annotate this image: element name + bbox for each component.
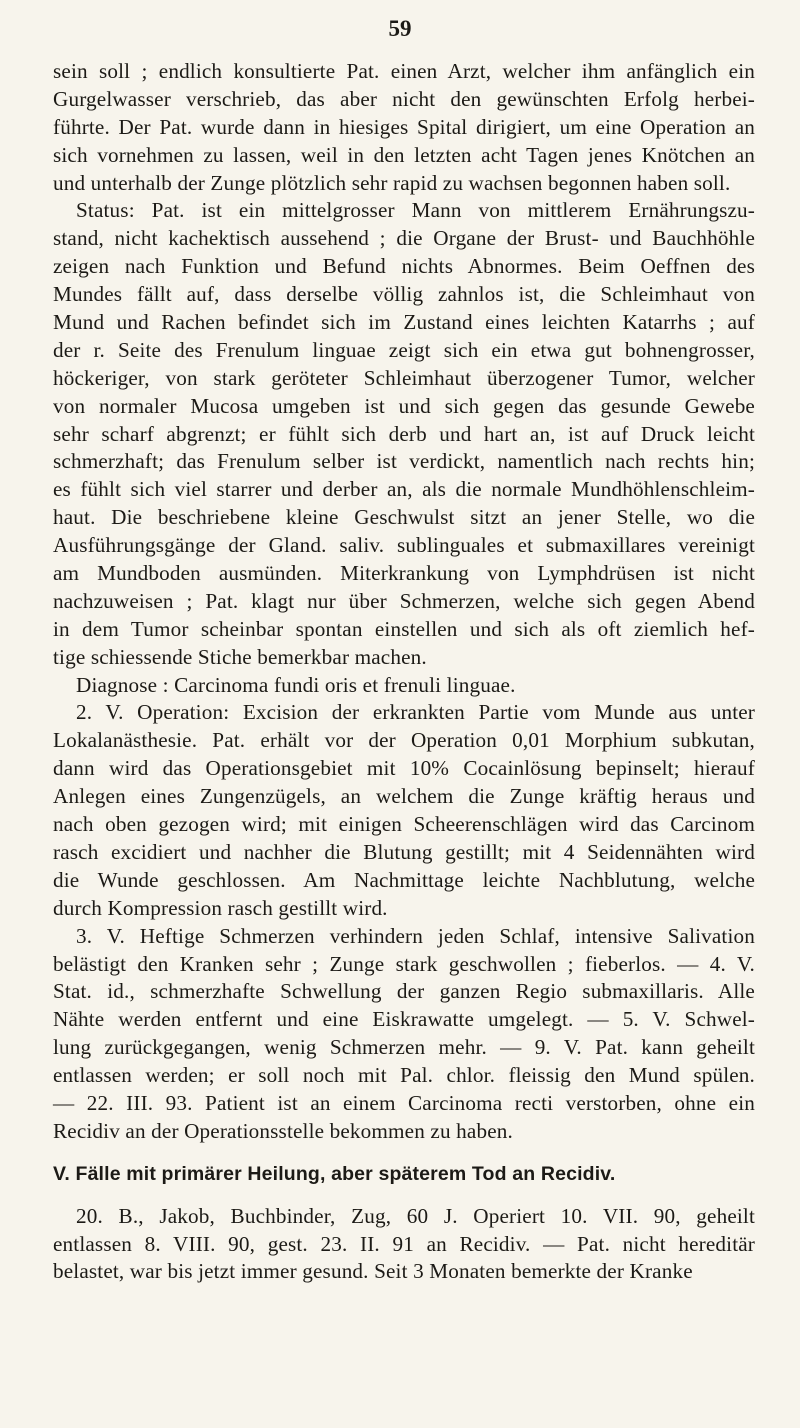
- paragraph-p4: [53, 699, 755, 922]
- page-number: 59: [388, 16, 412, 41]
- text-line: 20. B., Jakob, Buchbinder, Zug, 60 J. Operiert 10. VII. 90, geheilt: [76, 1203, 755, 1228]
- text-line: Diagnose : Carcinoma fundi oris et frenuli linguae.: [76, 672, 516, 697]
- text-line: es fühlt sich viel starrer und derber an, als die normale Mundhöhlenschleim-: [53, 477, 755, 502]
- text-line: durch Kompression rasch gestillt wird.: [53, 895, 388, 920]
- text-line: Status: Pat. ist ein mittelgrosser Mann von mittlerem Ernährungszu-: [76, 198, 755, 223]
- body-text: [53, 58, 755, 1286]
- text-line: — 22. III. 93. Patient ist an einem Carcinoma recti verstorben, ohne ein: [53, 1090, 755, 1115]
- text-line: Stat. id., schmerzhafte Schwellung der ganzen Regio submaxillaris. Alle: [53, 979, 755, 1004]
- paragraph-p2: [53, 197, 755, 671]
- text-line: tige schiessende Stiche bemerkbar machen.: [53, 644, 427, 669]
- text-line: Anlegen eines Zungenzügels, an welchem die Zunge kräftig heraus und: [53, 784, 755, 809]
- text-line: zeigen nach Funktion und Befund nichts Abnormes. Beim Oeffnen des: [53, 254, 755, 279]
- text-line: Ausführungsgänge der Gland. saliv. sublinguales et submaxillares vereinigt: [53, 533, 755, 558]
- text-line: dann wird das Operationsgebiet mit 10% Cocainlösung bepinselt; hierauf: [53, 756, 755, 781]
- text-line: höckeriger, von stark geröteter Schleimhaut überzogener Tumor, welcher: [53, 365, 755, 390]
- text-line: sich vornehmen zu lassen, weil in den letzten acht Tagen jenes Knötchen an: [53, 142, 755, 167]
- paragraph-p5: [53, 923, 755, 1146]
- text-line: sehr scharf abgrenzt; er fühlt sich derb und hart an, ist auf Druck leicht: [53, 421, 755, 446]
- text-line: Nähte werden entfernt und eine Eiskrawatte umgelegt. — 5. V. Schwel-: [53, 1007, 755, 1032]
- text-line: belastet, war bis jetzt immer gesund. Seit 3 Monaten bemerkte der Kranke: [53, 1259, 693, 1284]
- text-line: von normaler Mucosa umgeben ist und sich gegen das gesunde Gewebe: [53, 393, 755, 418]
- text-line: haut. Die beschriebene kleine Geschwulst sitzt an jener Stelle, wo die: [53, 505, 755, 530]
- text-line: belästigt den Kranken sehr ; Zunge stark geschwollen ; fieberlos. — 4. V.: [53, 951, 755, 976]
- text-line: 2. V. Operation: Excision der erkrankten Partie vom Munde aus unter: [76, 700, 755, 725]
- text-line: Gurgelwasser verschrieb, das aber nicht den gewünschten Erfolg herbei-: [53, 86, 755, 111]
- text-line: entlassen 8. VIII. 90, gest. 23. II. 91 an Recidiv. — Pat. nicht hereditär: [53, 1231, 755, 1256]
- section-heading: V. Fälle mit primärer Heilung, aber späterem Tod an Recidiv.: [53, 1162, 616, 1185]
- text-line: schmerzhaft; das Frenulum selber ist verdickt, namentlich nach rechts hin;: [53, 449, 755, 474]
- text-line: die Wunde geschlossen. Am Nachmittage leichte Nachblutung, welche: [53, 867, 755, 892]
- text-line: am Mundboden ausmünden. Miterkrankung von Lymphdrüsen ist nicht: [53, 561, 755, 586]
- text-line: führte. Der Pat. wurde dann in hiesiges Spital dirigiert, um eine Operation an: [53, 114, 755, 139]
- text-line: Recidiv an der Operationsstelle bekommen zu haben.: [53, 1118, 513, 1143]
- text-line: entlassen werden; er soll noch mit Pal. chlor. fleissig den Mund spülen.: [53, 1063, 755, 1088]
- text-line: rasch excidiert und nachher die Blutung gestillt; mit 4 Seidennähten wird: [53, 839, 755, 864]
- text-line: nachzuweisen ; Pat. klagt nur über Schmerzen, welche sich gegen Abend: [53, 588, 755, 613]
- text-line: Mundes fällt auf, dass derselbe völlig zahnlos ist, die Schleimhaut von: [53, 282, 755, 307]
- text-line: und unterhalb der Zunge plötzlich sehr rapid zu wachsen begonnen haben soll.: [53, 170, 731, 195]
- paragraph-p3: [53, 672, 755, 700]
- text-line: lung zurückgegangen, wenig Schmerzen mehr. — 9. V. Pat. kann geheilt: [53, 1035, 755, 1060]
- text-line: Lokalanästhesie. Pat. erhält vor der Operation 0,01 Morphium subkutan,: [53, 728, 755, 753]
- text-line: in dem Tumor scheinbar spontan einstellen und sich als oft ziemlich hef-: [53, 616, 755, 641]
- text-line: 3. V. Heftige Schmerzen verhindern jeden Schlaf, intensive Salivation: [76, 923, 755, 948]
- paragraph-p1: [53, 58, 755, 197]
- text-line: der r. Seite des Frenulum linguae zeigt sich ein etwa gut bohnengrosser,: [53, 337, 755, 362]
- text-line: sein soll ; endlich konsultierte Pat. einen Arzt, welcher ihm anfänglich ein: [53, 59, 755, 83]
- text-line: Mund und Rachen befindet sich im Zustand eines leichten Katarrhs ; auf: [53, 310, 755, 335]
- paragraph-p6: [53, 1203, 755, 1287]
- text-line: nach oben gezogen wird; mit einigen Scheerenschlägen wird das Carcinom: [53, 812, 755, 837]
- text-line: stand, nicht kachektisch aussehend ; die Organe der Brust- und Bauchhöhle: [53, 226, 755, 251]
